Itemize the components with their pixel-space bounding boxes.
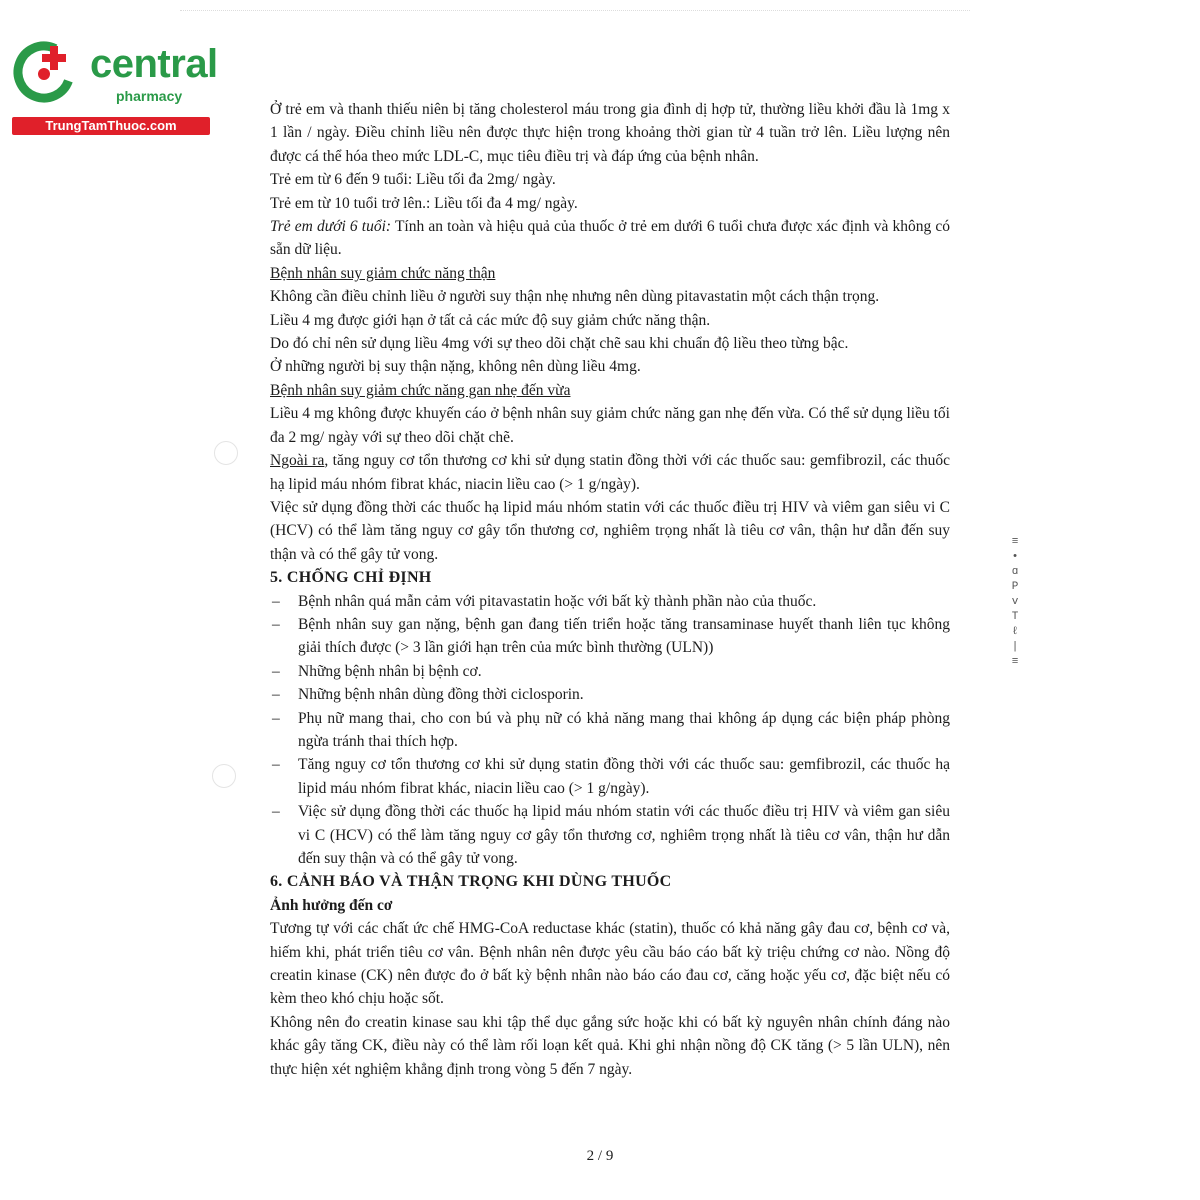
list-item: – Phụ nữ mang thai, cho con bú và phụ nữ có khả năng mang thai không áp dụng các biện pháp phòng ngừa tránh thai thích hợp. xyxy=(270,707,950,754)
side-stamp-mark: ≡ • ɑ P v T ℓ | ≡ xyxy=(1011,536,1019,668)
paragraph xyxy=(270,215,950,262)
brand-url: TrungTamThuoc.com xyxy=(12,117,210,135)
list-item: – Tăng nguy cơ tổn thương cơ khi sử dụng statin đồng thời với các thuốc sau: gemfibrozil, các thuốc hạ lipid máu nhóm fibrat khác, niacin liều cao (> 1 g/ngày). xyxy=(270,753,950,800)
paragraph: Không nên đo creatin kinase sau khi tập thể dục gắng sức hoặc khi có bất kỳ nguyên nhân chính đáng nào khác gây tăng CK, điều này có thể làm rối loạn kết quả. Khi ghi nhận nồng độ CK tăng (> 5 lần ULN), nên thực hiện xét nghiệm khẳng định trong vòng 5 đến 7 ngày. xyxy=(270,1013,950,1078)
document-body xyxy=(270,98,950,1081)
subheading-muscle: Ảnh hưởng đến cơ xyxy=(270,896,393,914)
paragraph-text: Tính an toàn và hiệu quả của thuốc ở trẻ em dưới 6 tuổi chưa được xác định và không có sẵn dữ liệu. xyxy=(270,218,950,259)
page-number: 2 / 9 xyxy=(586,1148,614,1164)
contraindication-list xyxy=(270,590,950,871)
paragraph: Ở trẻ em và thanh thiếu niên bị tăng cholesterol máu trong gia đình dị hợp tử, thường liều khởi đầu là 1mg x 1 lần / ngày. Điều chỉnh liều nên được thực hiện trong khoảng thời gian từ 4 tuần trở lên. Liều lượng nên được cá thể hóa theo mức LDL-C, mục tiêu điều trị và đáp ứng của bệnh nhân. xyxy=(270,101,950,165)
paragraph: Do đó chỉ nên sử dụng liều 4mg với sự theo dõi chặt chẽ sau khi chuẩn độ liều theo từng bậc. xyxy=(270,335,849,353)
paragraph: Việc sử dụng đồng thời các thuốc hạ lipid máu nhóm statin với các thuốc điều trị HIV và viêm gan siêu vi C (HCV) có thể làm tăng nguy cơ gây tổn thương cơ, nghiêm trọng nhất là tiêu cơ vân, thận hư dẫn đến suy thận và có thể gây tử vong. xyxy=(270,498,950,563)
section-heading-5: 5. CHỐNG CHỈ ĐỊNH xyxy=(270,569,432,587)
paragraph-text: , tăng nguy cơ tổn thương cơ khi sử dụng statin đồng thời với các thuốc sau: gemfibrozil, các thuốc hạ lipid máu nhóm fibrat khác, niacin liều cao (> 1 g/ngày). xyxy=(270,452,951,493)
paragraph: Trẻ em từ 10 tuổi trở lên.: Liều tối đa 4 mg/ ngày. xyxy=(270,194,578,212)
paragraph: Trẻ em từ 6 đến 9 tuổi: Liều tối đa 2mg/ ngày. xyxy=(270,171,556,189)
list-item: – Những bệnh nhân dùng đồng thời ciclosporin. xyxy=(270,683,950,706)
punch-hole-mark xyxy=(212,764,236,788)
brand-subtitle: pharmacy xyxy=(116,88,183,104)
brand-name: central xyxy=(90,42,218,86)
underlined-label: Ngoài ra xyxy=(270,452,325,470)
list-item: – Việc sử dụng đồng thời các thuốc hạ lipid máu nhóm statin với các thuốc điều trị HIV và viêm gan siêu vi C (HCV) có thể làm tăng nguy cơ gây tổn thương cơ, nghiêm trọng nhất là tiêu cơ vân, thận hư dẫn đến suy thận và có thể gây tử vong. xyxy=(270,800,950,870)
subheading-hepatic: Bệnh nhân suy giảm chức năng gan nhẹ đến vừa xyxy=(270,381,571,399)
paragraph: Liều 4 mg không được khuyến cáo ở bệnh nhân suy giảm chức năng gan nhẹ đến vừa. Có thể sử dụng liều tối đa 2 mg/ ngày với sự theo dõi chặt chẽ. xyxy=(270,405,950,446)
paragraph xyxy=(270,449,950,496)
scan-edge xyxy=(180,10,970,12)
paragraph: Tương tự với các chất ức chế HMG-CoA reductase khác (statin), thuốc có khả năng gây đau cơ, bệnh cơ và, hiếm khi, phát triển tiêu cơ vân. Bệnh nhân nên được yêu cầu báo cáo bất kỳ triệu chứng cơ nào. Nồng độ creatin kinase (CK) nên được đo ở bất kỳ bệnh nhân nào báo cáo đau cơ, căng hoặc yếu cơ, đặc biệt nếu có kèm theo khó chịu hoặc sốt. xyxy=(270,920,950,1008)
paragraph: Ở những người bị suy thận nặng, không nên dùng liều 4mg. xyxy=(270,358,641,376)
section-heading-6: 6. CẢNH BÁO VÀ THẬN TRỌNG KHI DÙNG THUỐC xyxy=(270,873,672,891)
italic-label: Trẻ em dưới 6 tuổi: xyxy=(270,218,392,236)
list-item: – Bệnh nhân quá mẫn cảm với pitavastatin hoặc với bất kỳ thành phần nào của thuốc. xyxy=(270,590,950,613)
paragraph: Liều 4 mg được giới hạn ở tất cả các mức độ suy giảm chức năng thận. xyxy=(270,311,711,329)
punch-hole-mark xyxy=(214,441,238,465)
paragraph: Không cần điều chỉnh liều ở người suy thận nhẹ nhưng nên dùng pitavastatin một cách thận trọng. xyxy=(270,288,880,306)
list-item: – Những bệnh nhân bị bệnh cơ. xyxy=(270,660,950,683)
subheading-renal: Bệnh nhân suy giảm chức năng thận xyxy=(270,264,496,282)
list-item: – Bệnh nhân suy gan nặng, bệnh gan đang tiến triển hoặc tăng transaminase huyết thanh liên tục không giải thích được (> 3 lần giới hạn trên của mức bình thường (ULN)) xyxy=(270,613,950,660)
